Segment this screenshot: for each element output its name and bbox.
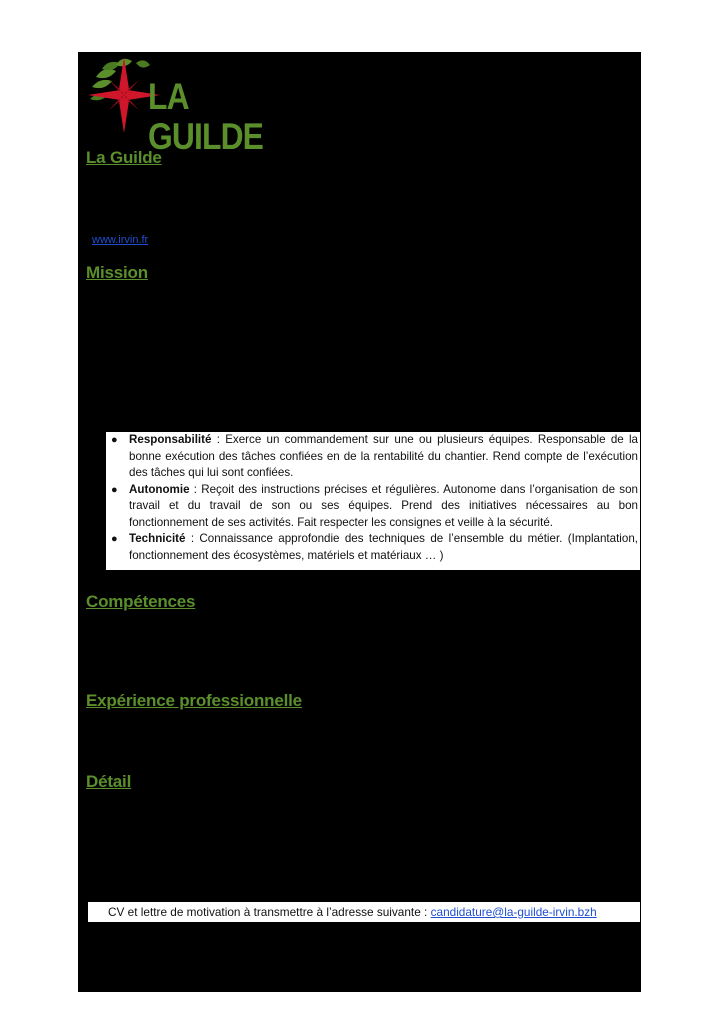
website-link[interactable]: www.irvin.fr bbox=[92, 234, 149, 246]
bullet-responsabilite bbox=[106, 432, 640, 482]
bullet-text: : Connaissance approfondie des techniques de l’ensemble du métier. (Implantation, fonctionnement des écosystèmes, matériels et matériaux … ) bbox=[129, 532, 638, 562]
bullet-icon: ● bbox=[111, 434, 118, 446]
contact-label: CV et lettre de motivation à transmettre à l’adresse suivante : bbox=[108, 905, 431, 919]
bullet-term: Autonomie bbox=[129, 482, 190, 496]
bullet-autonomie bbox=[106, 482, 640, 532]
contact-email-link[interactable]: candidature@la-guilde-irvin.bzh bbox=[430, 905, 597, 919]
bullet-icon: ● bbox=[111, 533, 118, 545]
heading-detail: Détail bbox=[86, 772, 132, 791]
bullet-term: Technicité bbox=[129, 532, 186, 545]
la-guilde-logo bbox=[86, 55, 296, 157]
heading-la-guilde: La Guilde bbox=[86, 148, 162, 167]
bullet-term: Responsabilité bbox=[129, 433, 212, 446]
bullet-technicite bbox=[106, 531, 640, 564]
bullet-text: : Reçoit des instructions précises et régulières. Autonome dans l’organisation de son travail et du travail de son ou ses équipes. Prend des initiatives nécessaires au bon fonctionnement de ses activités. Fait respecter les consignes et veille à la sécurité. bbox=[129, 482, 638, 529]
heading-mission: Mission bbox=[86, 263, 148, 282]
logo-text: LA GUILDE bbox=[148, 76, 264, 157]
mission-bullet-list bbox=[106, 432, 640, 570]
contact-line bbox=[88, 902, 640, 922]
heading-experience: Expérience professionnelle bbox=[86, 691, 302, 710]
heading-competences: Compétences bbox=[86, 592, 196, 611]
bullet-text: : Exerce un commandement sur une ou plusieurs équipes. Responsable de la bonne exécution des tâches confiées en de la rentabilité du chantier. Rend compte de l’exécution des tâches qui lui sont confiées. bbox=[129, 433, 638, 479]
bullet-icon: ● bbox=[111, 483, 118, 496]
